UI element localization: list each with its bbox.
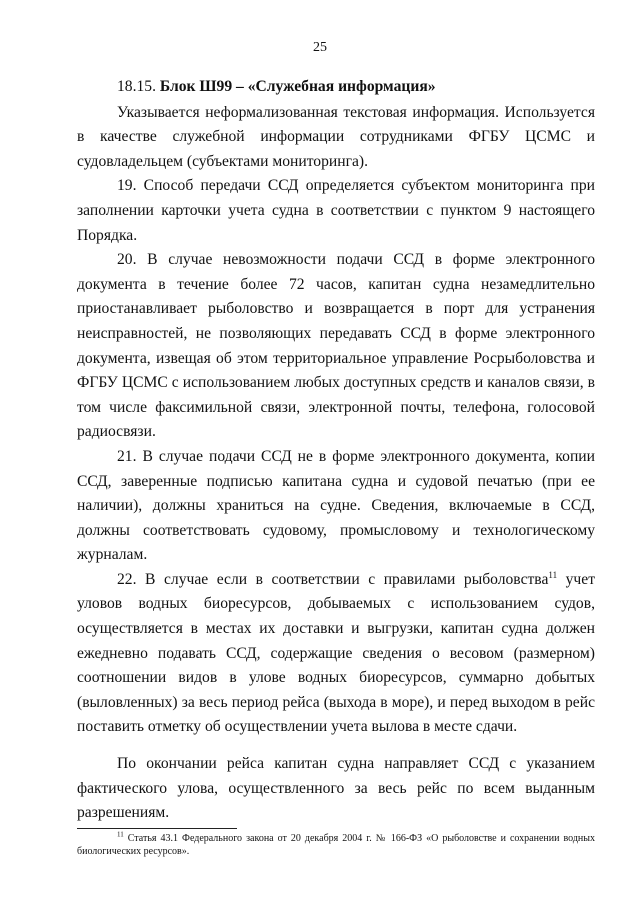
item-19-paragraph: 19. Способ передачи ССД определяется субъектом мониторинга при заполнении карточки учета судна в соответствии с пунктом 9 настоящего Порядка. [77, 177, 595, 244]
section-heading-18-15 [77, 75, 595, 100]
page-number: 25 [313, 40, 327, 55]
item-22-paragraph [77, 568, 595, 740]
item-22-text-after: учет уловов водных биоресурсов, добываемых с использованием судов, осуществляется в местах их доставки и выгрузки, капитан судна должен ежедневно подавать ССД, содержащие сведения о весовом (размерном) соотношении видов в улове водных биоресурсов, суммарно добытых (выловленных) за весь период рейса (выхода в море), и перед выходом в рейс поставить отметку об осуществлении учета вылова в месте сдачи. [77, 570, 596, 736]
item-22-text-before: 22. В случае если в соответствии с правилами рыболовства [117, 570, 549, 588]
section-18-15-text: Указывается неформализованная текстовая информация. Используется в качестве служебной информации сотрудниками ФГБУ ЦСМС и судовладельцем (субъектами мониторинга). [77, 103, 595, 170]
footnote-marker: 11 [117, 830, 124, 839]
footnote-text: Статья 43.1 Федерального закона от 20 декабря 2004 г. № 166-ФЗ «О рыболовстве и сохранении водных биологических ресурсов». [77, 833, 595, 857]
item-21-paragraph: 21. В случае подачи ССД не в форме электронного документа, копии ССД, заверенные подписью капитана судна и судовой печатью (при ее наличии), должны храниться на судне. Сведения, включаемые в ССД, должны соответствовать судовому, промысловому и технологическому журналам. [77, 447, 595, 564]
item-22-continuation-paragraph: По окончании рейса капитан судна направляет ССД с указанием фактического улова, осуществленного за весь рейс по всем выданным разрешениям. [77, 755, 595, 822]
section-title: Блок Ш99 – «Служебная информация» [159, 78, 436, 95]
item-20-paragraph: 20. В случае невозможности подачи ССД в форме электронного документа в течение более 72 часов, капитан судна незамедлительно приостанавливает рыболовство и возвращается в порт для устранения неисправностей, не позволяющих передавать ССД в форме электронного документа, извещая об этом территориальное управление Росрыболовства и ФГБУ ЦСМС с использованием любых доступных средств и каналов связи, в том числе факсимильной связи, электронной почты, телефона, голосовой радиосвязи. [77, 251, 595, 441]
footnote-reference: 11 [548, 569, 558, 580]
section-number: 18.15. [117, 78, 156, 95]
footnote [77, 832, 595, 858]
document-body [77, 75, 595, 826]
footnote-divider [77, 828, 237, 829]
